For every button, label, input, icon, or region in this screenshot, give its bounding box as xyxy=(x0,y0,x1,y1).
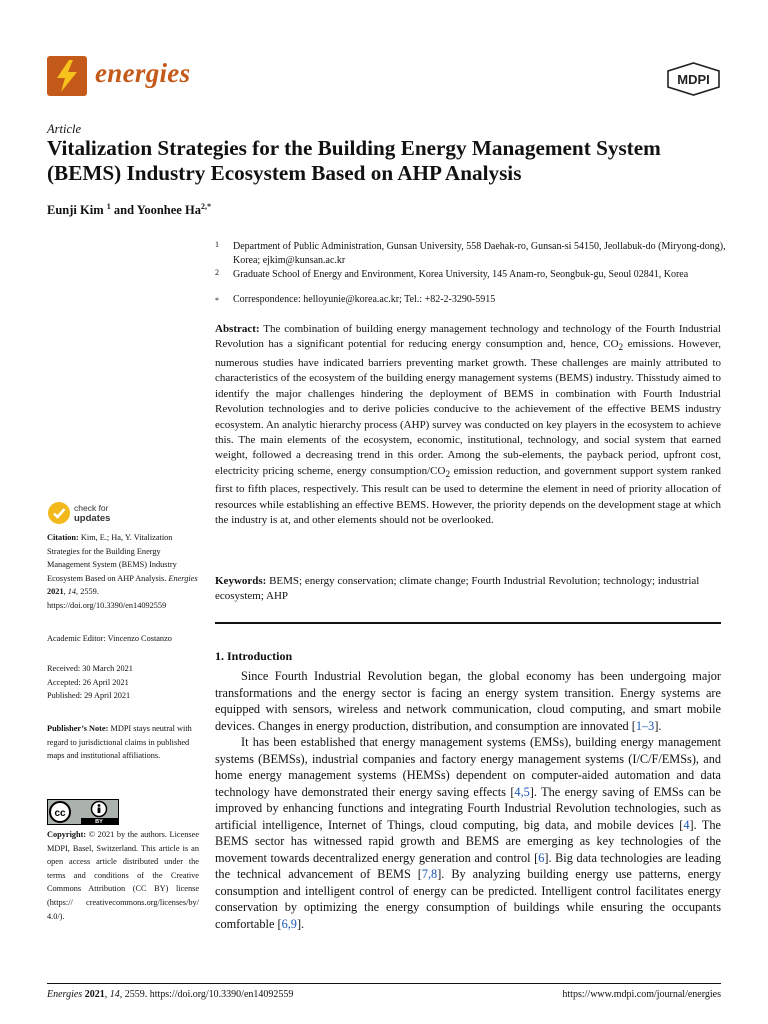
article-type: Article xyxy=(47,122,82,136)
author-affiliation-mark: 1 xyxy=(106,202,111,211)
affiliation-mark: 1 xyxy=(215,240,219,249)
check-updates-line2: updates xyxy=(74,513,111,524)
citation-journal: Energies xyxy=(168,573,198,583)
citation-link[interactable]: 7,8 xyxy=(421,867,438,881)
affiliation-mark: * xyxy=(215,296,219,305)
intro-body xyxy=(215,668,721,932)
copyright-block xyxy=(47,828,199,923)
paragraph-text: ]. By analyzing building energy use patterns, energy consumption and intelligent control of energy can be predicted. Intelligent control facilitates energy conservation by optimizing the energy consumption of buildings while ensuring the occupants comfortable [ xyxy=(215,867,721,931)
publishers-note xyxy=(47,722,199,763)
paper-title: Vitalization Strategies for the Building Energy Management System (BEMS) Industry Ecosystem Based on AHP Analysis xyxy=(47,136,661,185)
citation-block: Citation: Kim, E.; Ha, Y. Vitalization Strategies for the Building Energy Management System (BEMS) Industry Ecosystem Based on AHP Analysis. Energies 2021, 14, 2559. https://doi.org/10.3390/en14092559 xyxy=(47,533,198,610)
citation-link[interactable]: 4 xyxy=(683,817,690,832)
check-updates-line1: check for xyxy=(74,503,109,513)
paragraph-text: ]. xyxy=(654,718,662,733)
journal-logo-icon xyxy=(47,56,87,96)
abstract-text: emissions. However, numerous studies have indicated barriers preventing market growth. These challenges are mainly attributed to characteristics of the ecosystem of the building energy management systems (BEMS) industry. Thisstudy aimed to identify the major challenges hindering the deployment of BEMS in combination with Fourth Industrial Revolution technologies and to derive policies conducive to the achievement of the effective BEMS industry ecosystem. An analytic hierarchy process (AHP) survey was conducted on key players in the ecosystem to achieve this. The main elements of the ecosystem, economic, institutional, technology, and social system that earned weight, followed a decreasing trend in this order. Among the sub-elements, the payback period, upfront cost, electricity pricing scheme, energy consumption/CO xyxy=(215,338,721,477)
keywords-text: BEMS; energy conservation; climate change; Fourth Industrial Revolution; technology; industrial ecosystem; AHP xyxy=(215,575,700,603)
citation-doi-link[interactable]: https://doi.org/10.3390/en14092559 xyxy=(47,600,167,610)
citation-year: 2021 xyxy=(47,587,64,597)
affiliation-text: Graduate School of Energy and Environment, Korea University, 145 Anam-ro, Seongbuk-gu, Seoul 02841, Korea xyxy=(233,269,689,280)
correspondence-text: Correspondence: helloyunie@korea.ac.kr; Tel.: +82-2-3290-5915 xyxy=(233,294,496,305)
paragraph-text: Since Fourth Industrial Revolution began, the global economy has been undergoing major transformations and the energy sector is facing an energy system transition. Energy systems are equipped with sensors, wireless and network communication, cloud computing, and smart mobile devices. Changes in energy production, distribution, and consumption are innovated [ xyxy=(215,669,721,733)
paragraph-text: ]. The BEMS sector has witnessed rapid growth and BEMS are emerging as key technologies of the movement towards decentralized energy generation and control [ xyxy=(215,817,721,865)
paragraph xyxy=(215,668,721,734)
footer-year: 2021 xyxy=(84,989,105,1000)
citation-link[interactable]: 1–3 xyxy=(635,718,655,733)
abstract-text: The combination of building energy management technology and technology of the Fourth Industrial Revolution has a significant potential for reducing energy consumption and, hence, CO xyxy=(215,323,721,351)
subscript: 2 xyxy=(618,342,624,353)
paragraph-text: ]. xyxy=(296,916,305,931)
paragraph-text: ]. Big data technologies are leading the technical advancement of BEMS [ xyxy=(215,850,721,881)
publishers-note-text: MDPI stays neutral with regard to jurisdictional claims in published maps and institutional affiliations. xyxy=(47,724,192,761)
citation-link[interactable]: 4,5 xyxy=(514,784,530,799)
author-name: Yoonhee Ha xyxy=(136,203,201,217)
citation-link[interactable]: 6 xyxy=(538,850,545,865)
footer-doi[interactable]: , 2559. https://doi.org/10.3390/en14092559 xyxy=(119,989,294,1000)
subscript: 2 xyxy=(445,469,451,480)
published-date: Published: 29 April 2021 xyxy=(47,691,131,701)
check-updates-icon xyxy=(47,501,71,525)
section-title: Introduction xyxy=(227,649,293,663)
paragraph-text: It has been established that energy management systems (EMSs), building energy management systems (BEMSs), industrial companies and factory energy management systems (I/C/F/EMSs), and home energy management systems (HEMSs) dependent on computer-aided automation and data technology have demonstrated their energy saving effects [ xyxy=(215,735,721,799)
section-heading xyxy=(215,649,292,664)
citation-volume: 14 xyxy=(67,587,77,597)
dates-block xyxy=(47,662,199,703)
section-number: 1. xyxy=(215,649,224,663)
paragraph-text: ]. The energy saving of EMSs can be improved by enhancing functions and integrating Fourth Industrial Revolution technologies, such as artificial intelligence, Internet of Things, cloud computing, big data, and mobile devices [ xyxy=(215,784,721,832)
cc-by-license-icon[interactable] xyxy=(47,799,119,825)
paragraph xyxy=(215,734,721,932)
by-label: BY xyxy=(95,819,103,825)
publishers-note-label: Publisher’s Note: xyxy=(47,724,109,733)
check-for-updates-button[interactable] xyxy=(47,501,167,529)
citation-label: Citation: xyxy=(47,533,79,542)
cc-label: cc xyxy=(54,808,66,819)
author-joiner: and xyxy=(113,203,135,217)
accepted-date: Accepted: 26 April 2021 xyxy=(47,677,129,687)
received-date: Received: 30 March 2021 xyxy=(47,664,133,673)
academic-editor: Academic Editor: Vincenzo Costanzo xyxy=(47,634,172,643)
affiliation-text: Department of Public Administration, Gunsan University, 558 Daehak-ro, Gunsan-si 54150, Jeollabuk-do (Miryong-dong), Korea; ejkim@kunsan.ac.kr xyxy=(233,241,726,267)
keywords-label: Keywords: xyxy=(215,575,267,587)
mdpi-logo-icon xyxy=(666,62,721,96)
footer-citation: Energies 2021, 14, 2559. https://doi.org/10.3390/en14092559 xyxy=(47,989,294,1000)
author-name: Eunji Kim xyxy=(47,203,104,217)
affiliation xyxy=(215,240,735,269)
copyright-label: Copyright: xyxy=(47,830,87,839)
author-list xyxy=(47,202,211,218)
citation-link[interactable]: 6,9 xyxy=(281,916,297,931)
divider xyxy=(215,622,721,624)
publisher-name: MDPI xyxy=(677,72,710,87)
correspondence xyxy=(215,293,735,307)
footer-journal-url[interactable]: https://www.mdpi.com/journal/energies xyxy=(562,989,721,1000)
affiliation-mark: 2 xyxy=(215,268,219,277)
citation-pages: , 2559. xyxy=(76,587,99,597)
footer-volume: 14 xyxy=(109,989,120,1000)
author-affiliation-mark: 2,* xyxy=(200,202,211,211)
footer-journal: Energies xyxy=(47,989,83,1000)
affiliation xyxy=(215,268,735,282)
abstract xyxy=(215,322,721,529)
keywords xyxy=(215,574,721,605)
footer-divider xyxy=(47,983,721,984)
citation-text: Kim, E.; Ha, Y. Vitalization Strategies for the Building Energy Management System (BEMS) Industry Ecosystem Based on AHP Analysis. xyxy=(47,533,177,583)
journal-name: energies xyxy=(95,58,191,88)
copyright-text: © 2021 by the authors. Licensee MDPI, Basel, Switzerland. This article is an open access article distributed under the terms and conditions of the Creative Commons Attribution (CC BY) license (https:// creativecommons.org/licenses/by/ 4.0/). xyxy=(47,830,200,921)
abstract-text: emission reduction, and government support system ranked first to fifth places, respectively. This result can be used to determine the element in need of priority allocation of resources while establishing an effective BEMS. However, the priority depends on the development stage at which the industry is at, and other elements should not be overlooked. xyxy=(215,464,721,527)
abstract-label: Abstract: xyxy=(215,323,260,335)
